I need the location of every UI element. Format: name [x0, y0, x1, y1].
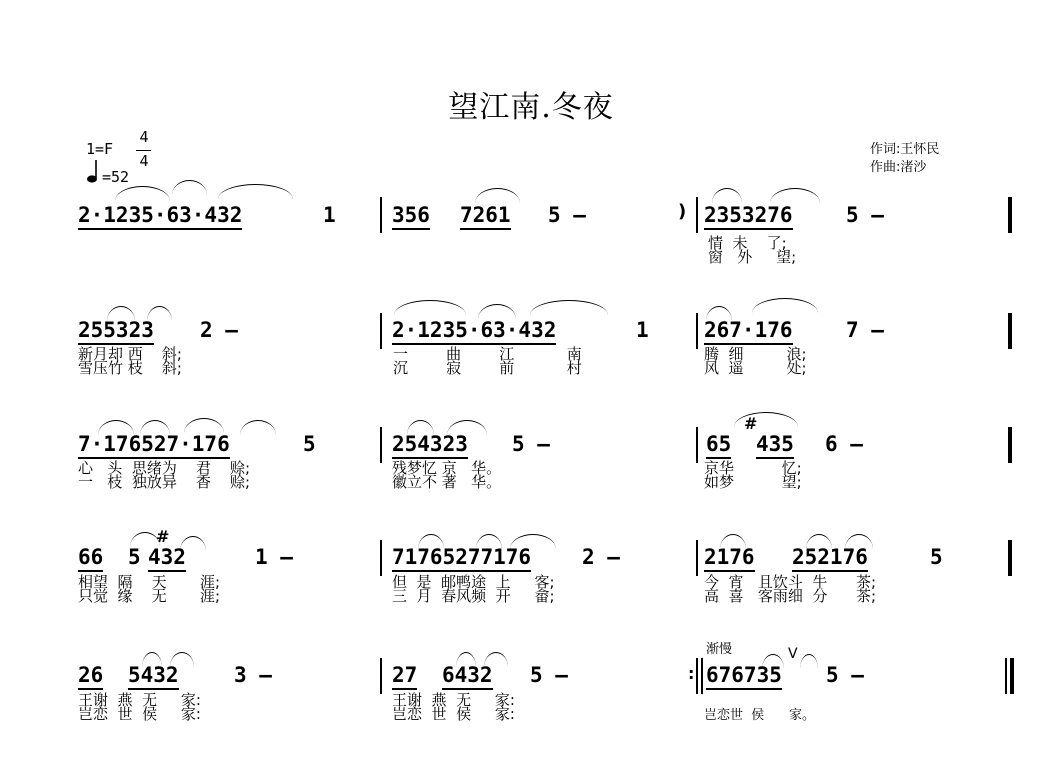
lyric-line: 三 月 春风频 开 畲; — [392, 587, 555, 605]
note-group: 252176 — [792, 545, 868, 572]
breath-mark: V — [788, 646, 798, 662]
lyricist-credit: 作词:王怀民 — [870, 142, 940, 157]
slur — [478, 304, 516, 319]
lyric-line: 新月却 西 斜; — [78, 345, 182, 363]
note-group: 2·1235·63·432 — [78, 203, 242, 230]
note-group: 432 — [148, 545, 186, 572]
note-group: 66 — [78, 545, 103, 572]
song-title: 望江南.冬夜 — [448, 90, 614, 125]
slur — [712, 188, 742, 203]
note-group: 5 — — [826, 663, 864, 687]
time-signature-denominator: 4 — [139, 152, 149, 170]
note-group: 2·1235·63·432 — [392, 318, 556, 345]
lyric-line: 窗 外 望; — [708, 248, 797, 266]
barline — [380, 540, 382, 576]
note-group: 5 — — [548, 203, 586, 227]
slur — [530, 300, 608, 315]
lyric-line: 一 枝 独放异 香 赊; — [78, 473, 251, 491]
note-group: 3 — — [234, 663, 272, 687]
note-group: 2 — — [582, 545, 620, 569]
note-group: 254323 — [392, 432, 468, 459]
slur — [394, 300, 466, 315]
barline — [701, 658, 703, 694]
note-group: 6 — — [825, 432, 863, 456]
note-group: 27 — [392, 663, 417, 690]
note-group: 5432 — [128, 663, 179, 690]
bracket-mark: ) — [678, 201, 687, 222]
note-group: 2176 — [704, 545, 755, 572]
lyric-line: 今 宵 且饮斗 牛 茶; — [704, 573, 877, 591]
lyric-line: 沉 寂 前 村 — [393, 359, 582, 377]
note-group: 5 — [930, 545, 943, 569]
lyric-line: 岂恋世 侯 家。 — [704, 708, 816, 723]
sharp-accidental: # — [156, 527, 170, 546]
time-signature-numerator: 4 — [139, 128, 149, 146]
lyric-line: 风 遥 处; — [704, 359, 807, 377]
barline — [380, 313, 382, 349]
barline — [1008, 197, 1012, 233]
expression-marking: 渐慢 — [706, 642, 733, 657]
note-group: 5 — — [530, 663, 568, 687]
lyric-line: 雪压竹 枝 斜; — [78, 359, 182, 377]
sharp-accidental: # — [744, 414, 758, 433]
lyric-line: 京华 忆; — [704, 459, 802, 477]
note-group: 26 — [78, 663, 103, 690]
barline — [380, 427, 382, 463]
lyric-line: 一 曲 江 南 — [393, 345, 582, 363]
slur — [800, 654, 818, 669]
note-group: 2353276 — [704, 203, 793, 230]
barline — [380, 197, 382, 233]
barline — [1008, 540, 1012, 576]
lyric-line: 但 是 邮鸭途 上 客; — [392, 573, 555, 591]
slur — [218, 184, 293, 199]
note-group: 1 — [323, 203, 336, 227]
repeat-dots: : — [688, 664, 695, 683]
lyric-line: 王谢 燕 无 家: — [392, 691, 515, 709]
lyric-line: 情 未 了; — [708, 234, 787, 252]
note-group: 7·176527·176 — [78, 432, 230, 459]
note-group: 65 — [706, 432, 731, 459]
note-group: 6432 — [442, 663, 493, 690]
barline — [696, 658, 698, 694]
slur — [115, 186, 170, 201]
lyric-line: 相望 隔 天 涯; — [78, 573, 221, 591]
slur — [752, 298, 818, 313]
note-group: 71765277176 — [392, 545, 531, 572]
note-group: 5 — — [846, 203, 884, 227]
barline — [696, 540, 698, 576]
final-barline — [1010, 658, 1014, 694]
barline — [696, 197, 698, 233]
note-group: 435 — [756, 432, 794, 459]
barline — [696, 313, 698, 349]
barline — [1008, 427, 1012, 463]
note-group: 5 — [303, 432, 316, 456]
barline — [696, 427, 698, 463]
note-group: 1 — — [255, 545, 293, 569]
key-signature: 1=F — [86, 140, 114, 158]
lyric-line: 只觉 缘 无 涯; — [78, 587, 221, 605]
lyric-line: 心 头 思绪为 君 赊; — [78, 459, 251, 477]
slur — [770, 188, 820, 203]
barline — [380, 658, 382, 694]
slur — [172, 180, 207, 195]
slur — [475, 188, 520, 203]
note-group: 7261 — [460, 203, 511, 230]
tempo-marking: =52 — [102, 168, 130, 186]
note-group: 7 — — [846, 318, 884, 342]
note-group: 1 — [636, 318, 649, 342]
time-signature-line — [136, 150, 151, 151]
note-group: 2 — — [200, 318, 238, 342]
note-group: 5 — [128, 545, 141, 569]
slur — [240, 420, 276, 435]
lyric-line: 岂恋 世 侯 家: — [392, 705, 515, 723]
final-barline — [1005, 658, 1007, 694]
note-group: 267·176 — [704, 318, 793, 345]
note-group: 356 — [392, 203, 430, 230]
lyric-line: 腾 细 浪; — [704, 345, 807, 363]
lyric-line: 徽立不 著 华。 — [392, 473, 502, 491]
quarter-note-icon — [86, 158, 100, 184]
lyric-line: 如梦 望; — [704, 473, 802, 491]
lyric-line: 王谢 燕 无 家: — [78, 691, 201, 709]
barline — [1008, 313, 1012, 349]
slur — [184, 418, 224, 433]
note-group: 255323 — [78, 318, 154, 345]
lyric-line: 残梦忆 京 华。 — [392, 459, 502, 477]
note-group: 676735 — [706, 663, 782, 690]
lyric-line: 岂恋 世 侯 家: — [78, 705, 201, 723]
composer-credit: 作曲:渚沙 — [870, 160, 927, 175]
note-group: 5 — — [512, 432, 550, 456]
lyric-line: 高 喜 客雨细 分 茶; — [704, 587, 877, 605]
